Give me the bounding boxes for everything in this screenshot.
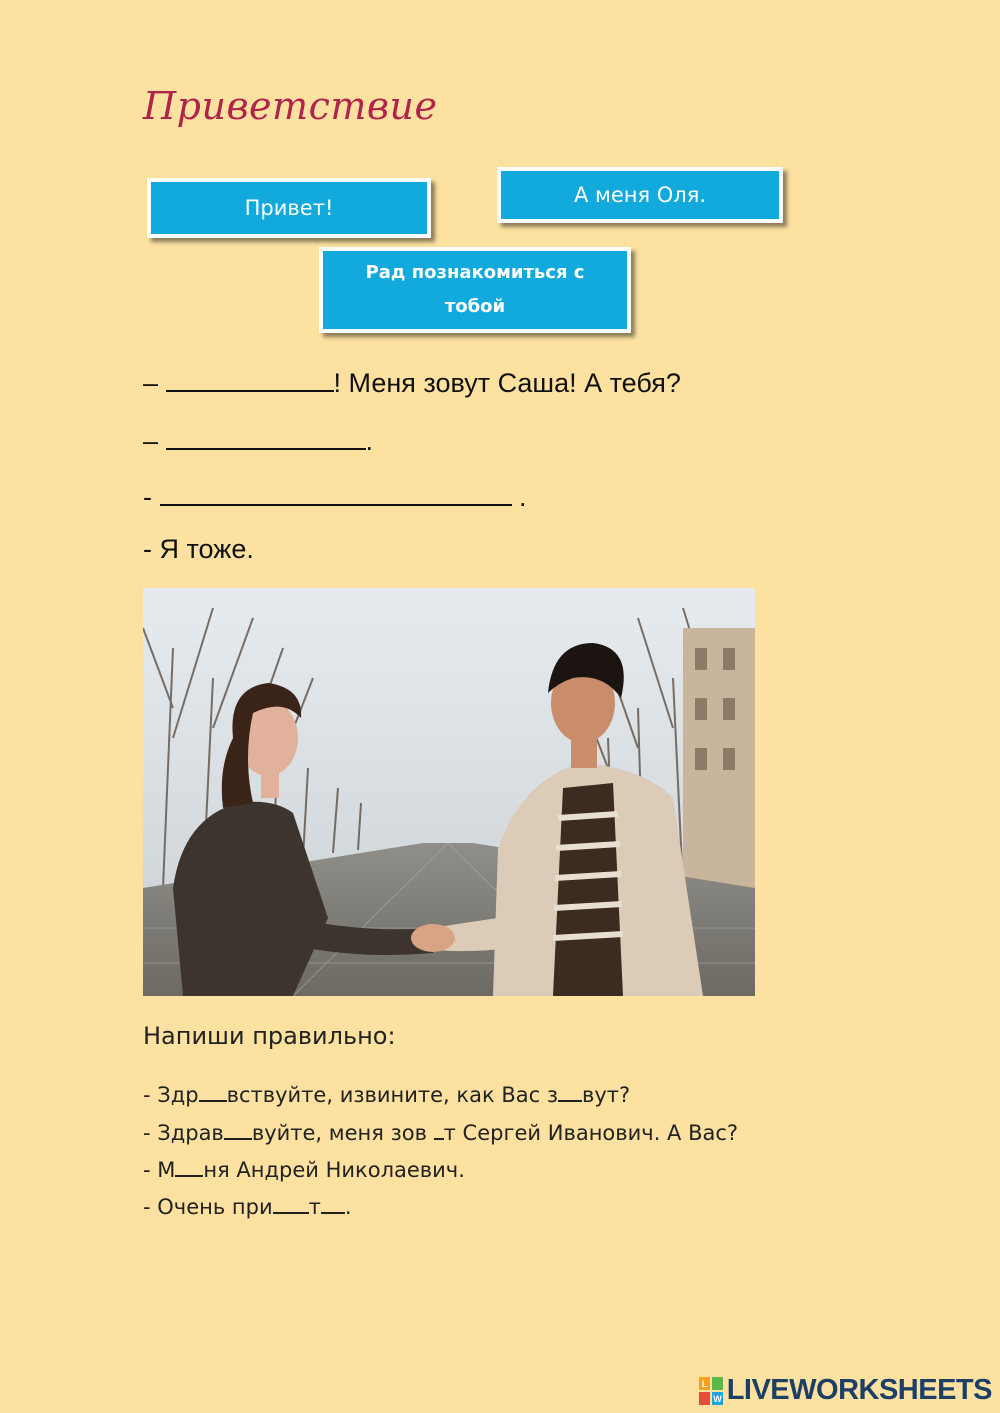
exercise-blank[interactable] [434, 1120, 444, 1140]
liveworksheets-brand[interactable] [699, 1374, 992, 1407]
exercise-line-1 [143, 1082, 630, 1107]
answer-box-a-menya-olya[interactable]: А меня Оля. [497, 167, 783, 223]
exercise-text: - Очень при [143, 1195, 273, 1219]
exercise-text: вут? [581, 1083, 631, 1107]
exercise-blank[interactable] [558, 1082, 582, 1102]
exercise-text: - Здрав [143, 1121, 224, 1145]
svg-text:W: W [712, 1393, 722, 1404]
dialog-dash: - [143, 482, 160, 512]
exercise-line-3 [143, 1157, 465, 1182]
dialog-drop-zone-2[interactable] [166, 422, 366, 450]
exercise-text: вствуйте, извините, как Вас з [226, 1083, 558, 1107]
dialog-drop-zone-3[interactable] [160, 478, 512, 506]
dialog-line-1 [143, 364, 681, 399]
exercise-text: вуйте, меня зов [251, 1121, 434, 1145]
exercise-line-2 [143, 1120, 738, 1145]
handshake-photo [143, 588, 755, 996]
exercise-blank[interactable] [273, 1194, 309, 1214]
exercise-text: ня Андрей Николаевич. [203, 1158, 465, 1182]
exercise-text: - М [143, 1158, 176, 1182]
exercise-text: - Здр [143, 1083, 199, 1107]
exercise-text: т Сергей Иванович. А Вас? [443, 1121, 739, 1145]
dialog-line-2 [143, 422, 373, 457]
exercise-line-4 [143, 1194, 352, 1219]
brand-name: LIVEWORKSHEETS [726, 1374, 992, 1406]
dialog-text: . [511, 482, 527, 512]
exercise-text: . [344, 1195, 352, 1219]
dialog-dash: – [143, 426, 166, 456]
answer-box-rad-poznakomitsya[interactable]: Рад познакомиться с тобой [319, 247, 631, 333]
svg-text:L: L [701, 1378, 707, 1389]
dialog-dash: – [143, 368, 166, 398]
exercise-blank[interactable] [321, 1194, 345, 1214]
liveworksheets-logo-icon [699, 1377, 723, 1405]
exercise-blank[interactable] [224, 1120, 252, 1140]
dialog-drop-zone-1[interactable] [166, 364, 334, 392]
answer-box-privet[interactable]: Привет! [147, 178, 431, 238]
dialog-text: ! Меня зовут Саша! А тебя? [333, 368, 681, 398]
dialog-text: . [365, 426, 374, 456]
page-title: Приветствие [143, 84, 438, 128]
exercise-text: т [308, 1195, 321, 1219]
exercise-heading: Напиши правильно: [143, 1022, 396, 1050]
dialog-line-3 [143, 478, 527, 513]
exercise-blank[interactable] [199, 1082, 227, 1102]
exercise-blank[interactable] [175, 1157, 203, 1177]
dialog-line-4: - Я тоже. [143, 534, 254, 564]
